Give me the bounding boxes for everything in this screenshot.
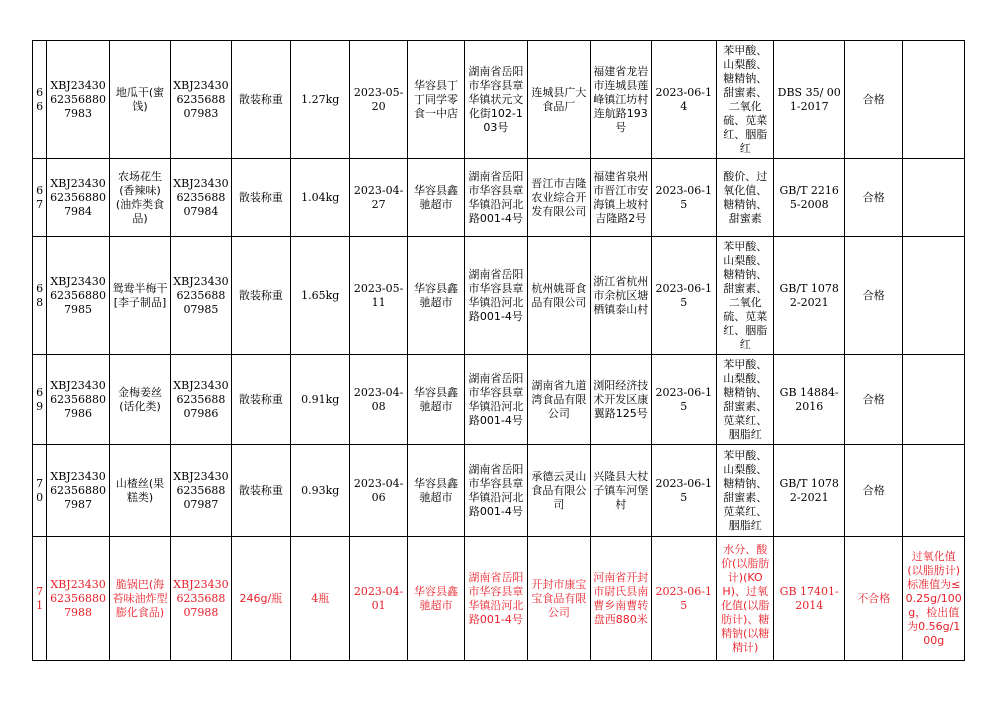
standard: GB/T 10782-2021 [774,237,845,355]
standard: DBS 35/ 001-2017 [774,41,845,159]
product-name: 脆锅巴(海苔味油炸型膨化食品) [109,537,170,661]
note [903,237,965,355]
test-items: 苯甲酸、山梨酸、糖精钠、甜蜜素、苋菜红、胭脂红 [717,445,774,537]
manufacturer-address: 福建省泉州市晋江市安海镇上坡村吉隆路2号 [591,159,651,237]
sample-quantity: 4瓶 [291,537,350,661]
specification: 散装称重 [231,41,290,159]
sampled-shop: 华容县鑫驰超市 [407,537,464,661]
row-number: 68 [33,237,47,355]
standard: GB 14884-2016 [774,355,845,445]
sample-date: 2023-04-27 [350,159,407,237]
manufacturer-address: 浏阳经济技术开发区康翼路125号 [591,355,651,445]
manufacturer: 开封市康宝宝食品有限公司 [527,537,590,661]
shop-address: 湖南省岳阳市华容县章华镇状元文化街102-103号 [465,41,527,159]
result: 合格 [845,355,903,445]
manufacturer-address: 兴隆县大杖子镇车河堡村 [591,445,651,537]
sampled-shop: 华容县鑫驰超市 [407,159,464,237]
shop-address: 湖南省岳阳市华容县章华镇沿河北路001-4号 [465,237,527,355]
result: 不合格 [845,537,903,661]
sample-date: 2023-05-11 [350,237,407,355]
sample-quantity: 1.65kg [291,237,350,355]
standard: GB/T 10782-2021 [774,445,845,537]
row-number: 70 [33,445,47,537]
sample-id: XBJ23430623568807983 [47,41,109,159]
note [903,159,965,237]
test-items: 苯甲酸、山梨酸、糖精钠、甜蜜素、二氧化硫、苋菜红、胭脂红 [717,237,774,355]
shop-address: 湖南省岳阳市华容县章华镇沿河北路001-4号 [465,355,527,445]
inspection-results-table [32,40,965,661]
sample-id: XBJ23430623568807985 [47,237,109,355]
shop-address: 湖南省岳阳市华容县章华镇沿河北路001-4号 [465,445,527,537]
sample-id: XBJ23430623568807988 [47,537,109,661]
manufacturer: 承德云灵山食品有限公司 [527,445,590,537]
manufacturer-address: 福建省龙岩市连城县莲峰镇江坊村连航路193号 [591,41,651,159]
row-number: 69 [33,355,47,445]
table-row [33,159,965,237]
table-row-failed [33,537,965,661]
manufacturer: 连城县广大食品厂 [527,41,590,159]
task-id: XBJ23430623568807988 [171,537,231,661]
result: 合格 [845,159,903,237]
manufacturer: 杭州姚哥食品有限公司 [527,237,590,355]
note [903,445,965,537]
sample-id: XBJ23430623568807984 [47,159,109,237]
sample-id: XBJ23430623568807986 [47,355,109,445]
shop-address: 湖南省岳阳市华容县章华镇沿河北路001-4号 [465,537,527,661]
sample-quantity: 0.93kg [291,445,350,537]
product-name: 鸳鸯半梅干[李子制品] [109,237,170,355]
test-items: 水分、酸价(以脂肪计)(KOH)、过氧化值(以脂肪计)、糖精钠(以糖精计) [717,537,774,661]
product-name: 农场花生(香辣味)(油炸类食品) [109,159,170,237]
task-id: XBJ23430623568807984 [171,159,231,237]
sample-date: 2023-05-20 [350,41,407,159]
specification: 散装称重 [231,237,290,355]
sampled-shop: 华容县鑫驰超市 [407,445,464,537]
sample-date: 2023-04-08 [350,355,407,445]
task-id: XBJ23430623568807983 [171,41,231,159]
task-id: XBJ23430623568807987 [171,445,231,537]
table-body [33,41,965,661]
sample-id: XBJ23430623568807987 [47,445,109,537]
production-date: 2023-06-15 [651,237,717,355]
test-items: 酸价、过氧化值、糖精钠、甜蜜素 [717,159,774,237]
sampled-shop: 华容县鑫驰超市 [407,237,464,355]
row-number: 67 [33,159,47,237]
sampled-shop: 华容县丁丁同学零食一中店 [407,41,464,159]
note [903,41,965,159]
test-items: 苯甲酸、山梨酸、糖精钠、甜蜜素、苋菜红、胭脂红 [717,355,774,445]
production-date: 2023-06-15 [651,159,717,237]
result: 合格 [845,237,903,355]
manufacturer-address: 浙江省杭州市余杭区塘栖镇泰山村 [591,237,651,355]
standard: GB 17401-2014 [774,537,845,661]
specification: 散装称重 [231,355,290,445]
specification: 散装称重 [231,445,290,537]
production-date: 2023-06-15 [651,445,717,537]
table-row [33,445,965,537]
row-number: 66 [33,41,47,159]
specification: 散装称重 [231,159,290,237]
production-date: 2023-06-15 [651,355,717,445]
shop-address: 湖南省岳阳市华容县章华镇沿河北路001-4号 [465,159,527,237]
product-name: 山楂丝(果糕类) [109,445,170,537]
manufacturer: 晋江市吉隆农业综合开发有限公司 [527,159,590,237]
result: 合格 [845,445,903,537]
sample-quantity: 1.27kg [291,41,350,159]
task-id: XBJ23430623568807986 [171,355,231,445]
sample-quantity: 0.91kg [291,355,350,445]
sample-date: 2023-04-06 [350,445,407,537]
sampled-shop: 华容县鑫驰超市 [407,355,464,445]
table-row [33,355,965,445]
product-name: 金梅姜丝(话化类) [109,355,170,445]
manufacturer-address: 河南省开封市尉氏县南曹乡南曹转盘西880米 [591,537,651,661]
table-row [33,237,965,355]
sample-date: 2023-04-01 [350,537,407,661]
table-row [33,41,965,159]
production-date: 2023-06-14 [651,41,717,159]
manufacturer: 湖南省九道湾食品有限公司 [527,355,590,445]
result: 合格 [845,41,903,159]
note [903,355,965,445]
row-number: 71 [33,537,47,661]
test-items: 苯甲酸、山梨酸、糖精钠、甜蜜素、二氧化硫、苋菜红、胭脂红 [717,41,774,159]
specification: 246g/瓶 [231,537,290,661]
note: 过氧化值(以脂肪计)标准值为≤0.25g/100g，检出值为0.56g/100g [903,537,965,661]
sample-quantity: 1.04kg [291,159,350,237]
production-date: 2023-06-15 [651,537,717,661]
product-name: 地瓜干(蜜饯) [109,41,170,159]
standard: GB/T 22165-2008 [774,159,845,237]
task-id: XBJ23430623568807985 [171,237,231,355]
